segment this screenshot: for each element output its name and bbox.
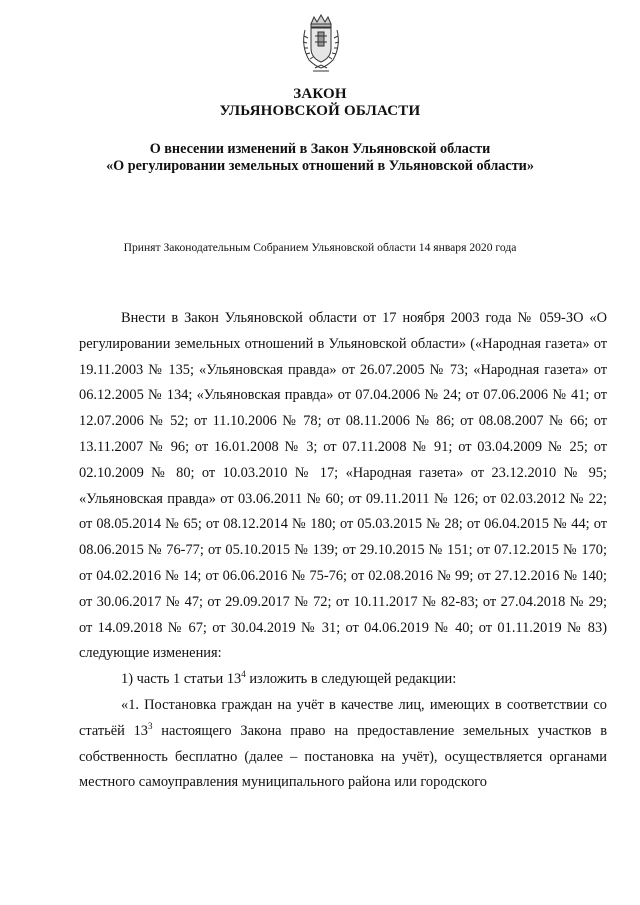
quote-text-before: «1. Постановка граждан на учёт в качестве лиц, имеющих в соответствии со статьёй 13 (79, 696, 607, 739)
law-subtitle-line2: «О регулировании земельных отношений в Ульяновской области» (106, 158, 534, 174)
item-1-paragraph (79, 667, 607, 693)
adoption-note: Принят Законодательным Собранием Ульяновской области 14 января 2020 года (123, 241, 517, 254)
quote-superscript: 3 (147, 720, 153, 731)
law-body (79, 306, 607, 796)
law-title: ЗАКОН (293, 86, 347, 102)
quote-text-after: настоящего Закона право на предоставление земельных участков в собственность бесплатно (далее – постановка на учёт), осуществляется органами местного самоуправления муниципального района или городского (79, 722, 607, 791)
quoted-paragraph (79, 693, 607, 796)
item-1-text-after: изложить в следующей редакции: (245, 671, 457, 688)
law-subtitle-line1: О внесении изменений в Закон Ульяновской области (149, 141, 491, 157)
item-1-text-before: 1) часть 1 статьи 13 (121, 671, 242, 688)
intro-paragraph: Внести в Закон Ульяновской области от 17 ноября 2003 года № 059-ЗО «О регулировании земельных отношений в Ульяновской области» («Народная газета» от 19.11.2003 № 135; «Ульяновская правда» от 26.07.2005 № 73; «Народная газета» от 06.12.2005 № 134; «Ульяновская правда» от 07.04.2006 № 24; от 07.06.2006 № 41; от 12.07.2006 № 52; от 11.10.2006 № 78; от 08.11.2006 № 86; от 08.08.2007 № 66; от 13.11.2007 № 96; от 16.01.2008 № 3; от 07.11.2008 № 91; от 03.04.2009 № 25; от 02.10.2009 № 80; от 10.03.2010 № 17; «Народная газета» от 23.12.2010 № 95; «Ульяновская правда» от 03.06.2011 № 60; от 09.11.2011 № 126; от 02.03.2012 № 22; от 08.05.2014 № 65; от 08.12.2014 № 180; от 05.03.2015 № 28; от 06.04.2015 № 44; от 08.06.2015 № 76-77; от 05.10.2015 № 139; от 29.10.2015 № 151; от 07.12.2015 № 170; от 04.02.2016 № 14; от 06.06.2016 № 75-76; от 02.08.2016 № 99; от 27.12.2016 № 140; от 30.06.2017 № 47; от 29.09.2017 № 72; от 10.11.2017 № 82-83; от 27.04.2018 № 29; от 14.09.2018 № 67; от 30.04.2019 № 31; от 04.06.2019 № 40; от 01.11.2019 № 83) следующие изменения: (79, 310, 607, 662)
law-region-title: УЛЬЯНОВСКОЙ ОБЛАСТИ (219, 103, 421, 119)
coat-of-arms-icon (299, 14, 343, 72)
item-1-superscript: 4 (241, 669, 246, 680)
